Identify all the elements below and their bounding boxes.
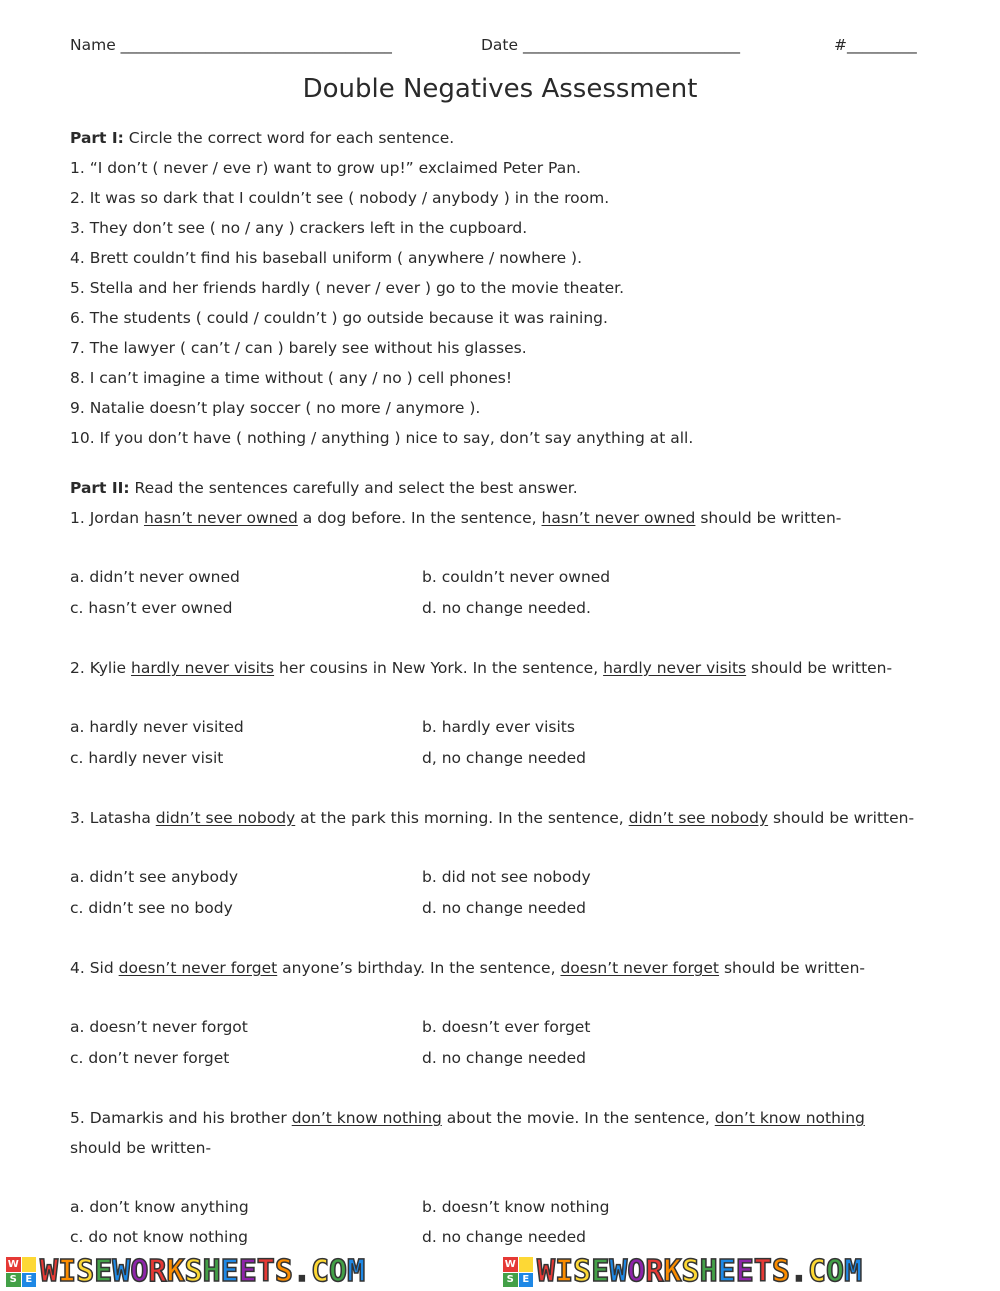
part1-item-7[interactable]: 7. The lawyer ( can’t / can ) barely see without his glasses. xyxy=(70,339,527,357)
question-1-option-b[interactable]: b. couldn’t never owned xyxy=(422,568,611,586)
date-field[interactable]: Date ____________________________ xyxy=(481,36,740,54)
watermark-text-left xyxy=(40,1256,365,1288)
question-5-option-a[interactable]: a. don’t know anything xyxy=(70,1198,249,1216)
question-4-phrase: doesn’t never forget xyxy=(118,959,278,977)
watermark-letter: H xyxy=(202,1254,221,1289)
watermark-letter: E xyxy=(717,1254,736,1289)
watermark-letter: M xyxy=(347,1254,366,1289)
watermark-letter: S xyxy=(76,1254,95,1289)
part2-instructions: Read the sentences carefully and select the best answer. xyxy=(134,479,578,497)
watermark-letter: S xyxy=(771,1254,790,1289)
watermark-letter: T xyxy=(256,1254,275,1289)
watermark-letter: E xyxy=(238,1254,257,1289)
watermark-letter: C xyxy=(807,1254,826,1289)
question-5-stem-continued: should be written- xyxy=(70,1139,212,1157)
question-4-option-c[interactable]: c. don’t never forget xyxy=(70,1049,230,1067)
watermark-letter: H xyxy=(699,1254,718,1289)
question-2-stem: 2. Kylie hardly never visits her cousins in New York. In the sentence, hardly never visits should be written- xyxy=(70,659,893,677)
brand-seal-icon: W S E xyxy=(6,1257,36,1287)
question-5-phrase: don’t know nothing xyxy=(291,1109,442,1127)
watermark-letter: W xyxy=(609,1254,628,1289)
watermark-letter: E xyxy=(735,1254,754,1289)
name-field[interactable]: Name ___________________________________ xyxy=(70,36,392,54)
question-4-option-d[interactable]: d. no change needed xyxy=(422,1049,587,1067)
number-field[interactable]: #_________ xyxy=(834,36,917,54)
question-3-option-a[interactable]: a. didn’t see anybody xyxy=(70,868,238,886)
watermark-letter: I xyxy=(555,1254,574,1289)
watermark-letter: C xyxy=(310,1254,329,1289)
part1-item-8[interactable]: 8. I can’t imagine a time without ( any / no ) cell phones! xyxy=(70,369,513,387)
part1-heading: Part I: xyxy=(70,129,124,147)
part1-item-10[interactable]: 10. If you don’t have ( nothing / anything ) nice to say, don’t say anything at all. xyxy=(70,429,694,447)
part1-item-3[interactable]: 3. They don’t see ( no / any ) crackers left in the cupboard. xyxy=(70,219,528,237)
watermark-logo-right xyxy=(503,1256,862,1288)
part1-item-1[interactable]: 1. “I don’t ( never / eve r) want to grow up!” exclaimed Peter Pan. xyxy=(70,159,581,177)
watermark-letter: W xyxy=(112,1254,131,1289)
watermark-letter: . xyxy=(789,1254,808,1289)
question-3-phrase: didn’t see nobody xyxy=(155,809,296,827)
page-title: Double Negatives Assessment xyxy=(302,74,698,104)
question-2-option-c[interactable]: c. hardly never visit xyxy=(70,749,224,767)
question-1-phrase-repeat: hasn’t never owned xyxy=(541,509,696,527)
brand-seal-icon: W S E xyxy=(503,1257,533,1287)
part1-item-6[interactable]: 6. The students ( could / couldn’t ) go outside because it was raining. xyxy=(70,309,608,327)
watermark-letter: O xyxy=(826,1254,845,1289)
question-5-option-c[interactable]: c. do not know nothing xyxy=(70,1228,249,1246)
part1-item-4[interactable]: 4. Brett couldn’t find his baseball uniform ( anywhere / nowhere ). xyxy=(70,249,583,267)
part1-item-2[interactable]: 2. It was so dark that I couldn’t see ( nobody / anybody ) in the room. xyxy=(70,189,610,207)
watermark-text-right xyxy=(537,1256,862,1288)
question-5-option-b[interactable]: b. doesn’t know nothing xyxy=(422,1198,610,1216)
question-4-option-b[interactable]: b. doesn’t ever forget xyxy=(422,1018,591,1036)
watermark-letter: T xyxy=(753,1254,772,1289)
watermark-letter: R xyxy=(645,1254,664,1289)
question-2-option-a[interactable]: a. hardly never visited xyxy=(70,718,244,736)
watermark-letter: K xyxy=(166,1254,185,1289)
question-3-phrase-repeat: didn’t see nobody xyxy=(628,809,769,827)
question-4-option-a[interactable]: a. doesn’t never forgot xyxy=(70,1018,248,1036)
watermark-letter: W xyxy=(537,1254,556,1289)
watermark-letter: M xyxy=(844,1254,863,1289)
question-3-option-b[interactable]: b. did not see nobody xyxy=(422,868,591,886)
watermark-letter: O xyxy=(627,1254,646,1289)
watermark-letter: S xyxy=(274,1254,293,1289)
part2-heading: Part II: xyxy=(70,479,130,497)
question-2-phrase: hardly never visits xyxy=(131,659,275,677)
watermark-letter: I xyxy=(58,1254,77,1289)
watermark-logo-left xyxy=(6,1256,365,1288)
question-1-option-a[interactable]: a. didn’t never owned xyxy=(70,568,240,586)
question-2-option-d[interactable]: d, no change needed xyxy=(422,749,587,767)
watermark-letter: W xyxy=(40,1254,59,1289)
question-5-phrase-repeat: don’t know nothing xyxy=(714,1109,865,1127)
watermark-letter: E xyxy=(220,1254,239,1289)
question-1-phrase: hasn’t never owned xyxy=(143,509,298,527)
watermark-letter: K xyxy=(663,1254,682,1289)
watermark-letter: R xyxy=(148,1254,167,1289)
watermark-letter: S xyxy=(184,1254,203,1289)
watermark-letter: E xyxy=(94,1254,113,1289)
question-5-option-d[interactable]: d. no change needed xyxy=(422,1228,587,1246)
question-3-option-d[interactable]: d. no change needed xyxy=(422,899,587,917)
question-3-stem: 3. Latasha didn’t see nobody at the park this morning. In the sentence, didn’t see nobody should be written- xyxy=(70,809,915,827)
part2-heading-line xyxy=(70,478,578,498)
question-1-option-d[interactable]: d. no change needed. xyxy=(422,599,591,617)
watermark-letter: O xyxy=(130,1254,149,1289)
question-3-option-c[interactable]: c. didn’t see no body xyxy=(70,899,233,917)
question-1-option-c[interactable]: c. hasn’t ever owned xyxy=(70,599,233,617)
watermark-letter: E xyxy=(591,1254,610,1289)
question-4-stem: 4. Sid doesn’t never forget anyone’s birthday. In the sentence, doesn’t never forget should be written- xyxy=(70,959,865,977)
part1-item-5[interactable]: 5. Stella and her friends hardly ( never / ever ) go to the movie theater. xyxy=(70,279,625,297)
watermark-letter: S xyxy=(681,1254,700,1289)
watermark-letter: . xyxy=(292,1254,311,1289)
part1-item-9[interactable]: 9. Natalie doesn’t play soccer ( no more / anymore ). xyxy=(70,399,481,417)
question-2-option-b[interactable]: b. hardly ever visits xyxy=(422,718,575,736)
question-2-phrase-repeat: hardly never visits xyxy=(603,659,747,677)
question-4-phrase-repeat: doesn’t never forget xyxy=(560,959,720,977)
part1-instructions: Circle the correct word for each sentence. xyxy=(128,129,455,147)
watermark-letter: O xyxy=(329,1254,348,1289)
part1-heading-line xyxy=(70,128,454,148)
question-1-stem: 1. Jordan hasn’t never owned a dog before. In the sentence, hasn’t never owned should be written- xyxy=(70,509,842,527)
question-5-stem: 5. Damarkis and his brother don’t know nothing about the movie. In the sentence, don’t know nothing xyxy=(70,1109,865,1127)
watermark-letter: S xyxy=(573,1254,592,1289)
